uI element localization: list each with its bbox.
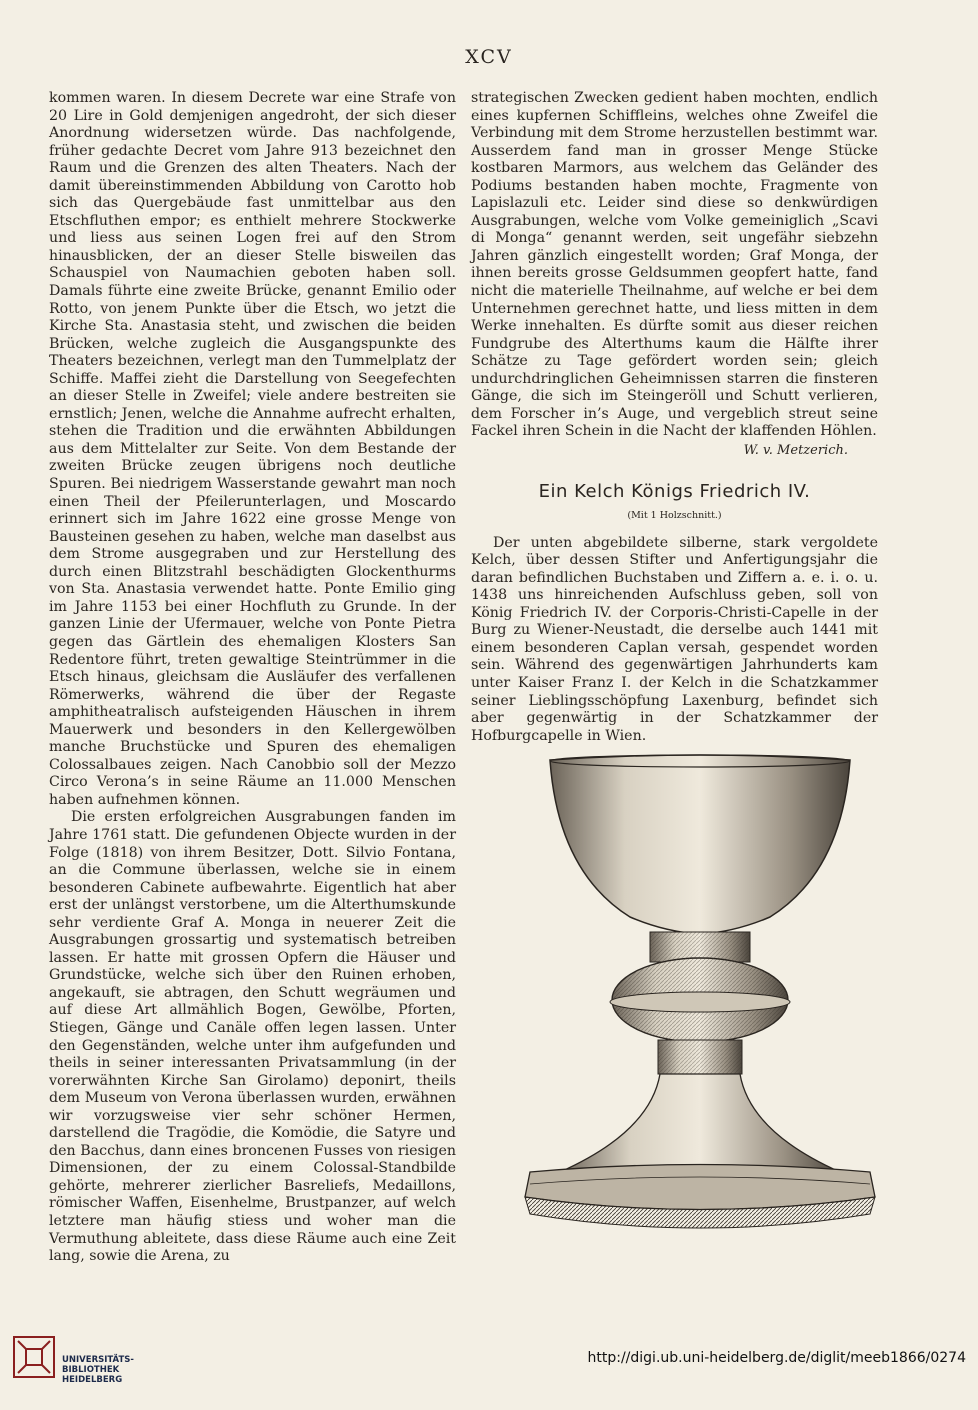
right-column xyxy=(471,90,878,745)
chalice-foot xyxy=(560,1074,840,1172)
page-number: XCV xyxy=(465,46,513,68)
library-name: UNIVERSITÄTS- BIBLIOTHEK HEIDELBERG xyxy=(62,1355,134,1385)
article-title: Ein Kelch Königs Friedrich IV. xyxy=(538,481,811,503)
chalice-engraving xyxy=(520,752,880,1252)
chalice-cup xyxy=(550,755,850,934)
library-logo xyxy=(12,1335,56,1379)
left-paragraph-1: kommen waren. In diesem Decrete war eine Strafe von 20 Lire in Gold demjenigen angedroht, der sich dieser Anordnung widersetzen würde. Das nachfolgende, früher gedachte Decret vom Jahre 913 bezeichnet den Raum und die Grenzen des alten Theaters. Nach der damit übereinstimmenden Abbildung von Carotto hob sich das Quergebäude fast unmittelbar aus den Etschfluthen empor; es enthielt mehrere Stockwerke und liess aus seinen Logen frei auf den Strom hinausblicken, der an dieser Stelle bisweilen das Schauspiel von Naumachien geboten haben soll. Damals führte eine zweite Brücke, genannt Emilio oder Rotto, von jenem Punkte über die Etsch, wo jetzt die Kirche Sta. Anastasia steht, und zwischen die beiden Brücken, welche zugleich die Ausgangspunkte des Theaters bezeichnen, verlegt man den Tummelplatz der Schiffe. Maffei zieht die Darstellung von Seegefechten an dieser Stelle in Zweifel; viele andere bestreiten sie ernstlich; Jenen, welche die Annahme aufrecht erhalten, stehen die Tradition und die erwähnten Abbildungen aus dem Mittelalter zur Seite. Von dem Bestande der zweiten Brücke zeugen übrigens noch deutliche Spuren. Bei niedrigem Wasserstande gewahrt man noch einen Theil der Pfeilerunterlagen, und Moscardo erinnert sich im Jahre 1622 eine grosse Menge von Bausteinen gesehen zu haben, welche man daselbst aus dem Strome ausgegraben und zur Herstellung des durch einen Blitzstrahl beschädigten Glockenthurms von Sta. Anastasia verwendet hatte. Ponte Emilio ging im Jahre 1153 bei einer Hochfluth zu Grunde. In der ganzen Linie der Ufermauer, welche von Ponte Pietra gegen das Gärtlein des ehemaligen Klosters San Redentore führt, treten gewaltige Steintrümmer in die Etsch hinaus, gleichsam die Ausläufer des verfallenen Römerwerks, während die über der Regaste amphitheatralisch aufsteigenden Häuschen in ihrem Mauerwerk und besonders in den Kellergewölben manche Bruchstücke und Spuren des ehemaligen Colossalbaues zeigen. Nach Canobbio soll der Mezzo Circo Verona’s in seine Räume an 11.000 Menschen haben aufnehmen können. xyxy=(49,90,456,808)
left-paragraph-2: Die ersten erfolgreichen Ausgrabungen fanden im Jahre 1761 statt. Die gefundenen Objecte wurden in der Folge (1818) von ihrem Besitzer, Dott. Silvio Fontana, an die Commune überlassen, welche sie in einem besonderen Cabinete aufbewahrte. Eigentlich hat aber erst der unlängst verstorbene, um die Alterthumskunde sehr verdiente Graf A. Monga in neuerer Zeit die Ausgrabungen grossartig und systematisch betreiben lassen. Er hatte mit grossen Opfern die Häuser und Grundstücke, welche sich über den Ruinen erhoben, angekauft, sie abtragen, den Schutt wegräumen und auf diese Art allmählich Bogen, Gewölbe, Pforten, Stiegen, Gänge und Canäle offen legen lassen. Unter den Gegenständen, welche unter ihm aufgefunden und theils in seiner interessanten Privatsammlung (in der vorerwähnten Kirche San Girolamo) deponirt, theils dem Museum von Verona überlassen wurden, erwähnen wir vorzugsweise vier sehr schöner Hermen, darstellend die Tragödie, die Komödie, die Satyre und den Bacchus, dann eines broncenen Fusses von riesigen Dimensionen, der zu einem Colossal-Standbilde gehörte, mehrerer zierlicher Basreliefs, Medaillons, römischer Waffen, Eisenhelme, Brustpanzer, auf welch letztere man häufig stiess und woher man die Vermuthung ableitete, dass diese Räume auch eine Zeit lang, sowie die Arena, zu xyxy=(49,809,456,1265)
right-paragraph-1: strategischen Zwecken gedient haben mochten, endlich eines kupfernen Schiffleins, welches ohne Zweifel die Verbindung mit dem Strome herzustellen bestimmt war. Ausserdem fand man in grosser Menge Stücke kostbaren Marmors, aus welchem das Geländer des Podiums bestanden haben mochte, Fragmente von Lapislazuli etc. Leider sind diese so denkwürdigen Ausgrabungen, welche vom Volke gemeiniglich „Scavi di Monga“ genannt werden, seit ungefähr siebzehn Jahren gänzlich eingestellt worden; Graf Monga, der ihnen bereits grosse Geldsummen geopfert hatte, fand nicht die materielle Theilnahme, auf welche er bei dem Unternehmen gerechnet hatte, und liess mitten in dem Werke innehalten. Es dürfte somit aus dieser reichen Fundgrube des Alterthums kaum die Hälfte ihrer Schätze zu Tage gefördert worden sein; gleich undurchdringlichen Geheimnissen starren die finsteren Gänge, die sich im Steingeröll und Schutt verlieren, dem Forscher in’s Auge, und vergeblich streut seine Fackel ihren Schein in die Nacht der klaffenden Höhlen. xyxy=(471,90,878,440)
article-body: Der unten abgebildete silberne, stark vergoldete Kelch, über dessen Stifter und Anfertigungsjahr die daran befindlichen Buchstaben und Ziffern a. e. i. o. u. 1438 uns hinreichenden Aufschluss geben, soll von König Friedrich IV. der Corporis-Christi-Capelle in der Burg zu Wiener-Neustadt, die derselbe auch 1441 mit einem besonderen Caplan versah, gespendet worden sein. Während des gegenwärtigen Jahrhunderts kam unter Kaiser Franz I. der Kelch in die Schatzkammer seiner Lieblingsschöpfung Laxenburg, befindet sich aber gegenwärtig in der Schatzkammer der Hofburgcapelle in Wien. xyxy=(471,534,878,744)
author-signature: W. v. Metzerich. xyxy=(743,442,848,458)
source-url[interactable]: http://digi.ub.uni-heidelberg.de/diglit/meeb1866/0274 xyxy=(587,1350,966,1366)
article-subtitle: (Mit 1 Holzschnitt.) xyxy=(627,510,722,522)
left-column xyxy=(49,90,456,1266)
